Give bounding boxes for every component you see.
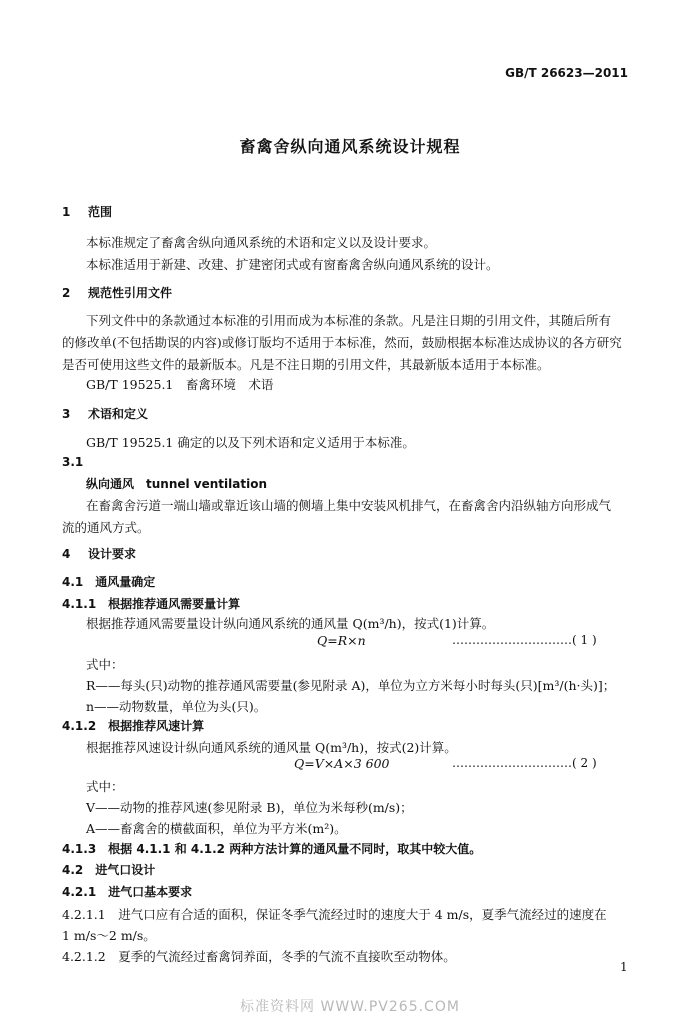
- section-3-paragraph: GB/T 19525.1 确定的以及下列术语和定义适用于本标准。: [86, 435, 415, 450]
- variable-v-definition: V——动物的推荐风速(参见附录 B)，单位为米每秒(m/s)；: [86, 800, 413, 815]
- normative-reference: GB/T 19525.1 畜禽环境 术语: [86, 377, 274, 392]
- standard-number: GB/T 26623—2011: [505, 66, 628, 80]
- term-definition-line-1: 在畜禽舍污道一端山墙或靠近该山墙的侧墙上集中安装风机排气，在畜禽舍内沿纵轴方向形成气: [86, 498, 612, 513]
- clause-4-2-1-1-line-2: 1 m/s～2 m/s。: [62, 928, 156, 943]
- section-4-number: 4: [62, 547, 71, 561]
- clause-3-1-number: 3.1: [62, 455, 84, 469]
- variable-n-definition: n——动物数量，单位为头(只)。: [86, 699, 267, 714]
- section-1-title: 范围: [88, 205, 113, 219]
- equation-2: Q=V×A×3 600: [294, 756, 390, 771]
- section-1-paragraph-1: 本标准规定了畜禽舍纵向通风系统的术语和定义以及设计要求。: [86, 235, 437, 250]
- clause-4-2-1-2: 4.2.1.2 夏季的气流经过畜禽饲养面，冬季的气流不直接吹至动物体。: [62, 949, 456, 964]
- section-4-title: 设计要求: [88, 547, 137, 561]
- clause-4-1-2-heading: 4.1.2 根据推荐风速计算: [62, 719, 205, 733]
- term-definition-line-2: 流的通风方式。: [62, 520, 150, 535]
- variable-r-definition: R——每头(只)动物的推荐通风需要量(参见附录 A)，单位为立方米每小时每头(只)[m³/(h·头)]；: [86, 678, 616, 693]
- equation-1: Q=R×n: [317, 633, 366, 648]
- clause-4-1-2-paragraph: 根据推荐风速设计纵向通风系统的通风量 Q(m³/h)，按式(2)计算。: [86, 740, 457, 755]
- section-3-heading: [62, 405, 148, 422]
- term-tunnel-ventilation: 纵向通风 tunnel ventilation: [86, 477, 267, 491]
- section-3-title: 术语和定义: [88, 407, 149, 421]
- section-3-number: 3: [62, 407, 71, 421]
- variable-a-definition: A——畜禽舍的横截面积，单位为平方米(m²)。: [86, 821, 347, 836]
- clause-4-1-1-paragraph: 根据推荐通风需要量设计纵向通风系统的通风量 Q(m³/h)，按式(1)计算。: [86, 616, 495, 631]
- section-1-number: 1: [62, 205, 71, 219]
- section-1-paragraph-2: 本标准适用于新建、改建、扩建密闭式或有窗畜禽舍纵向通风系统的设计。: [86, 257, 499, 272]
- section-2-paragraph-line-3: 是否可使用这些文件的最新版本。凡是不注日期的引用文件，其最新版本适用于本标准。: [62, 357, 550, 372]
- equation-1-where: 式中：: [86, 657, 124, 672]
- section-2-heading: [62, 284, 172, 301]
- clause-4-1-3: 4.1.3 根据 4.1.1 和 4.1.2 两种方法计算的通风量不同时，取其中较大值。: [62, 842, 482, 856]
- clause-4-2-1-1-line-1: 4.2.1.1 进气口应有合适的面积，保证冬季气流经过时的速度大于 4 m/s，夏季气流经过的速度在: [62, 907, 607, 922]
- section-2-title: 规范性引用文件: [88, 286, 173, 300]
- equation-2-number: …………………………( 2 ): [452, 756, 597, 770]
- section-4-heading: [62, 545, 136, 562]
- section-2-number: 2: [62, 286, 71, 300]
- page-number: 1: [620, 960, 628, 974]
- section-2-paragraph-line-2: 的修改单(不包括勘误的内容)或修订版均不适用于本标准，然而，鼓励根据本标准达成协议的各方研究: [62, 335, 622, 350]
- document-title: 畜禽舍纵向通风系统设计规程: [239, 137, 461, 156]
- section-1-heading: [62, 203, 112, 220]
- section-2-paragraph-line-1: 下列文件中的条款通过本标准的引用而成为本标准的条款。凡是注日期的引用文件，其随后所有: [86, 313, 612, 328]
- clause-4-1-heading: 4.1 通风量确定: [62, 575, 156, 589]
- watermark: 标准资料网 WWW.PV265.COM: [240, 999, 460, 1015]
- clause-4-2-heading: 4.2 进气口设计: [62, 863, 156, 877]
- clause-4-1-1-heading: 4.1.1 根据推荐通风需要量计算: [62, 597, 241, 611]
- equation-1-number: …………………………( 1 ): [452, 633, 597, 647]
- equation-2-where: 式中：: [86, 779, 124, 794]
- clause-4-2-1-heading: 4.2.1 进气口基本要求: [62, 885, 193, 899]
